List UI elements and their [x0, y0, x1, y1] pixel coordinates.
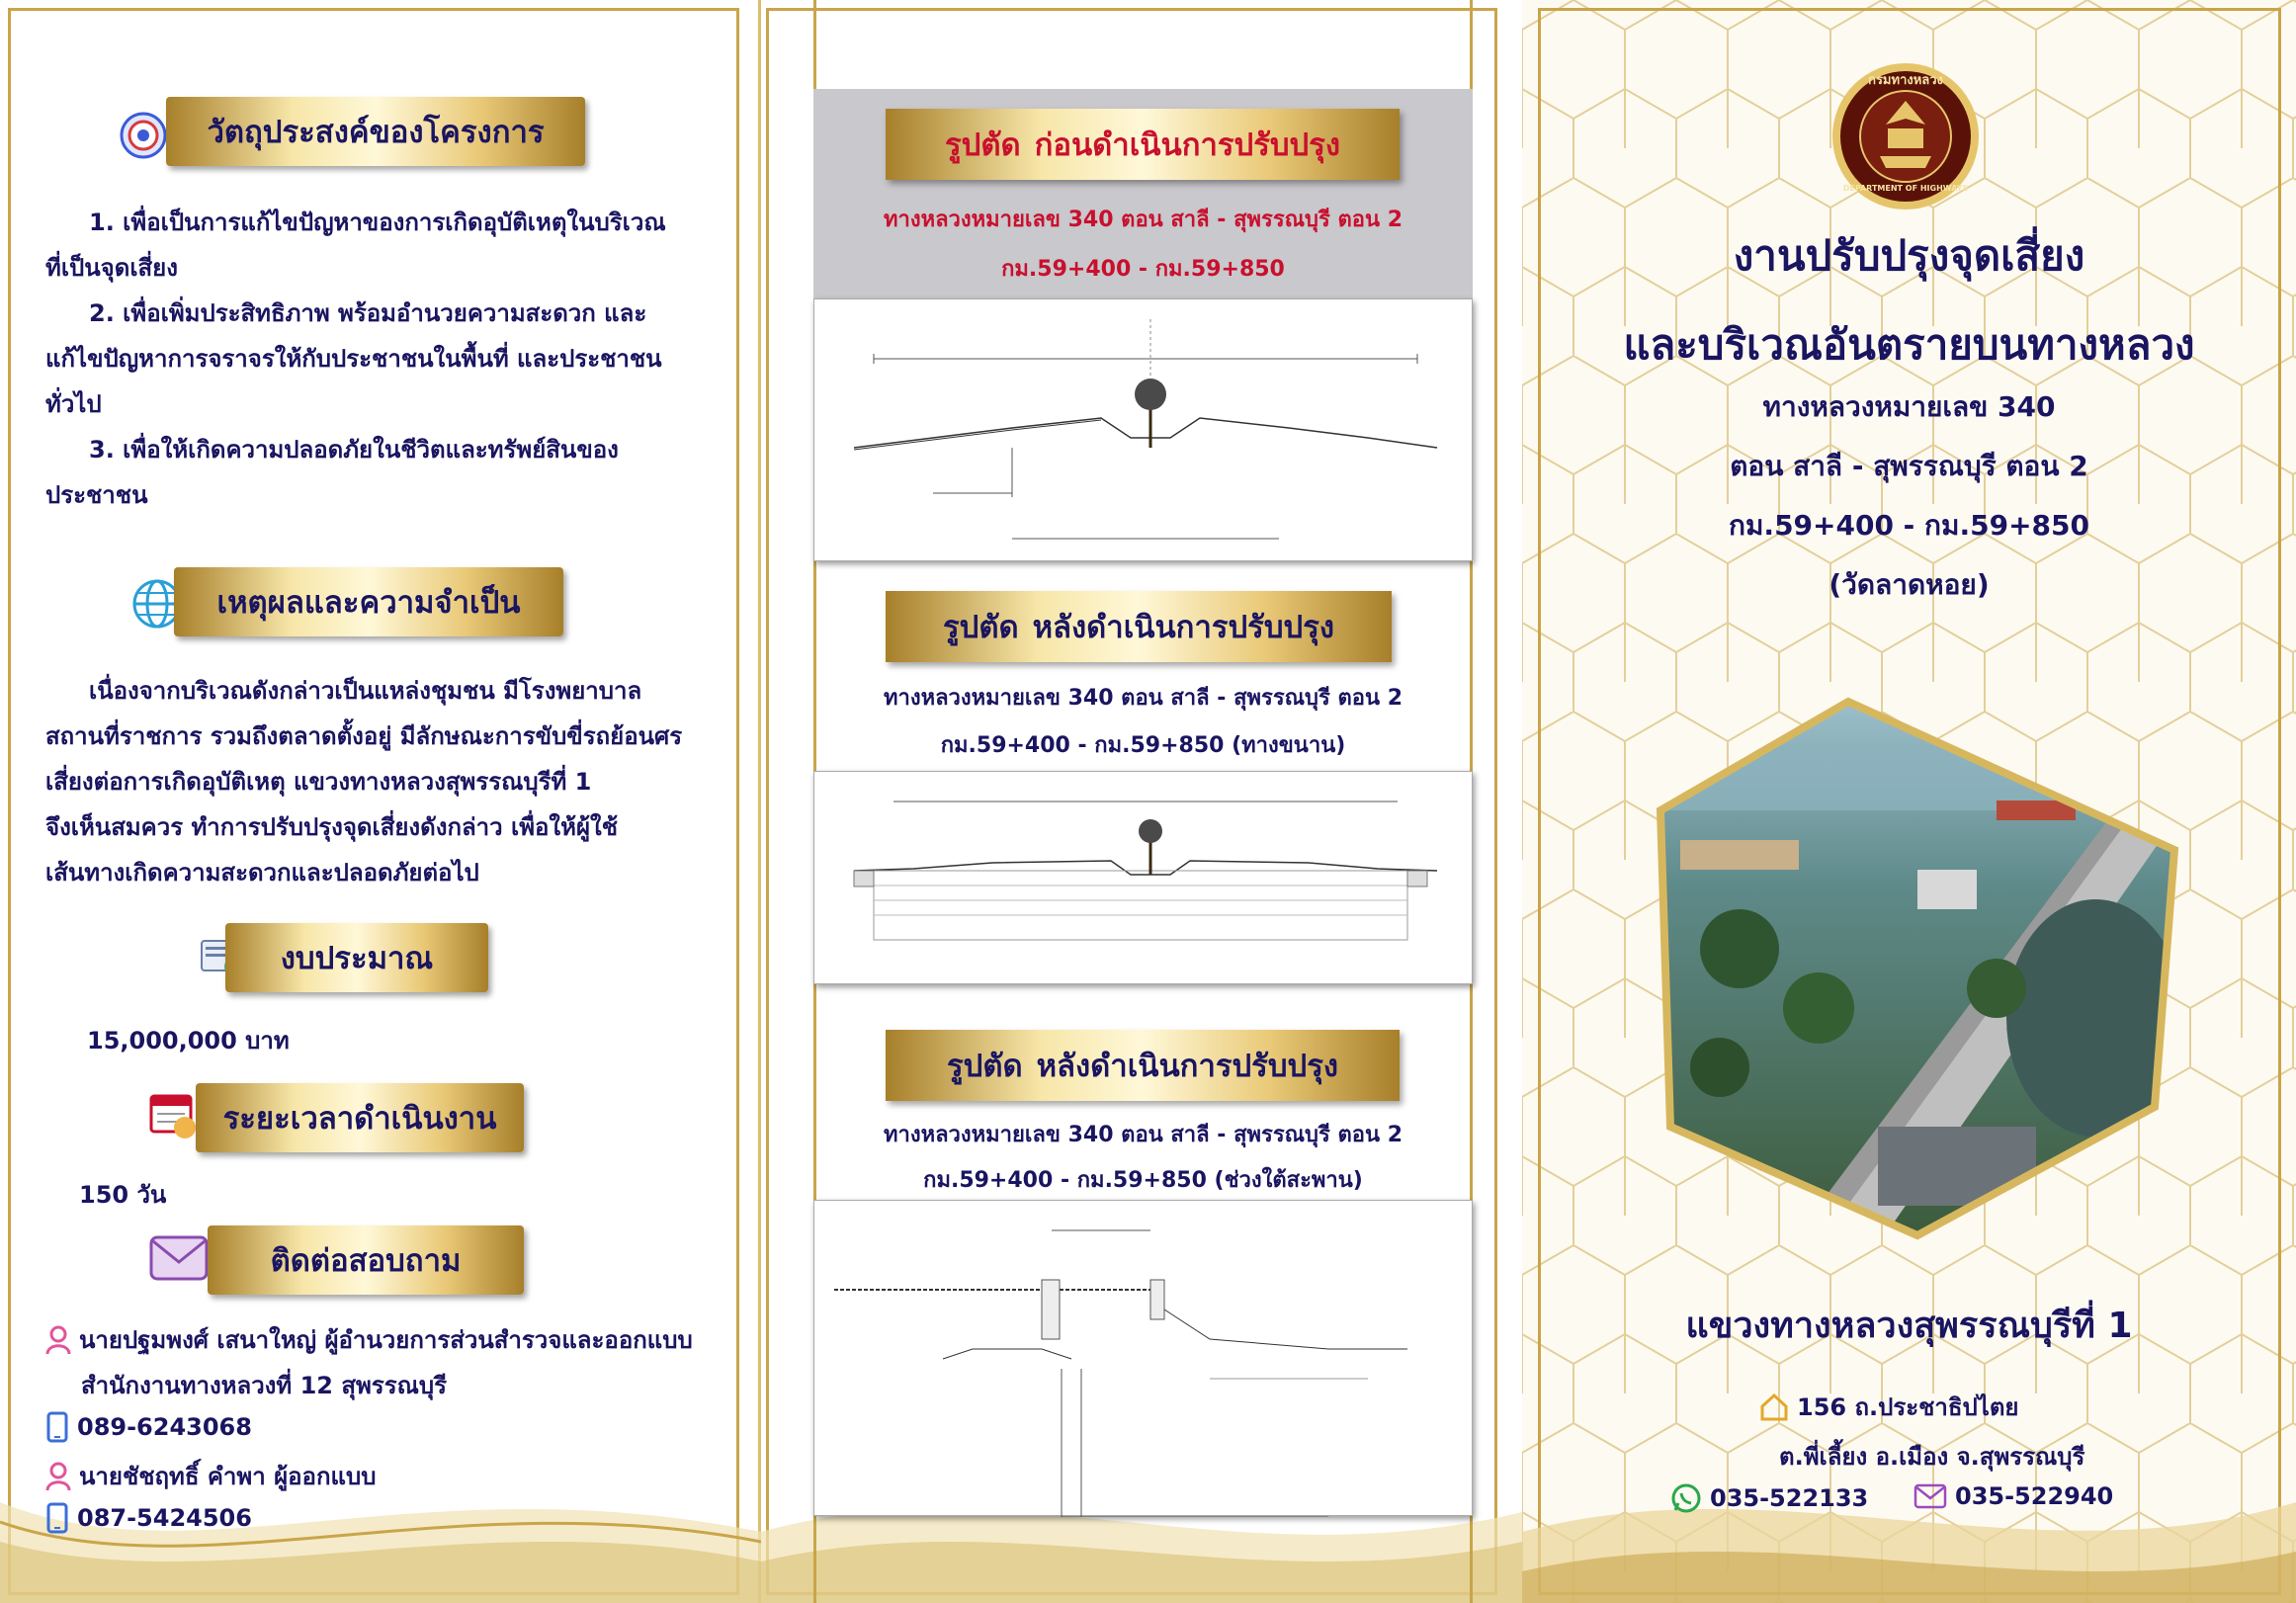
contact-heading: ติดต่อสอบถาม [208, 1225, 524, 1295]
logo-text-bottom: DEPARTMENT OF HIGHWAYS [1842, 184, 1969, 193]
address-line2 [1779, 1437, 2084, 1476]
section1-label-b: ก่อนดำเนินการปรับปรุง [1034, 127, 1340, 163]
objective-line: 1. เพื่อเป็นการแก้ไขปัญหาของการเกิดอุบัติเหตุในบริเวณ [89, 209, 666, 236]
phone-icon [45, 1502, 69, 1534]
budget-heading: งบประมาณ [225, 923, 488, 992]
section2-label-b: หลังดำเนินการปรับปรุง [1032, 610, 1334, 645]
cross-section-drawing-parallel [813, 771, 1473, 984]
section1-label-a: รูปตัด [945, 127, 1021, 163]
aerial-photo [1621, 692, 2214, 1245]
objective-line: ที่เป็นจุดเสี่ยง [45, 254, 178, 282]
duration-heading: ระยะเวลาดำเนินงาน [196, 1083, 524, 1152]
section2-label-a: รูปตัด [943, 610, 1019, 645]
whatsapp-icon [1670, 1482, 1702, 1514]
cover-sub2: ตอน สาลี - สุพรรณบุรี ตอน 2 [1730, 450, 2088, 482]
reason-line: สถานที่ราชการ รวมถึงตลาดตั้งอยู่ มีลักษณะการขับขี่รถย้อนศร [45, 722, 683, 750]
contact-phone1-text: 089-6243068 [77, 1413, 252, 1441]
contact-person1-name: นายปฐมพงศ์ เสนาใหญ่ ผู้อำนวยการส่วนสำรวจและออกแบบ [79, 1326, 693, 1354]
reason-heading: เหตุผลและความจำเป็น [174, 567, 563, 636]
cover-title-line1: งานปรับปรุงจุดเสี่ยง [1733, 231, 2085, 280]
contact-person2 [45, 1457, 376, 1495]
contact-phone2-text: 087-5424506 [77, 1504, 252, 1532]
section3-label-a: รูปตัด [947, 1049, 1023, 1084]
highway-department-logo [1830, 61, 1981, 211]
budget-value: 15,000,000 บาท [87, 1027, 290, 1055]
cross-section-drawing-before [813, 298, 1473, 561]
reason-text [45, 668, 737, 895]
address-line1-text: 156 ถ.ประชาธิปไตย [1797, 1393, 2019, 1421]
reason-line: จึงเห็นสมควร ทำการปรับปรุงจุดเสี่ยงดังกล่าว เพื่อให้ผู้ใช้ [45, 813, 619, 841]
phone-text: 035-522133 [1710, 1484, 1869, 1512]
section1-heading [886, 109, 1400, 180]
house-icon [1759, 1392, 1789, 1422]
section2-line2: กม.59+400 - กม.59+850 (ทางขนาน) [940, 733, 1346, 758]
objective-line: แก้ไขปัญหาการจราจรให้กับประชาชนในพื้นที่ และประชาชน [45, 345, 662, 373]
person-icon [45, 1462, 71, 1491]
fax-text: 035-522940 [1955, 1482, 2114, 1510]
duration-value: 150 วัน [79, 1181, 167, 1209]
objective-line: 3. เพื่อให้เกิดความปลอดภัยในชีวิตและทรัพย์สินของ [89, 436, 619, 464]
phone-contact[interactable] [1670, 1482, 1868, 1514]
person-icon [45, 1325, 71, 1355]
section3-line1: ทางหลวงหมายเลข 340 ตอน สาลี - สุพรรณบุรี ตอน 2 [883, 1123, 1403, 1147]
section3-label-b: หลังดำเนินการปรับปรุง [1036, 1049, 1338, 1084]
objective-line: ประชาชน [45, 481, 148, 509]
contact-phone1[interactable] [45, 1411, 252, 1443]
address-line1 [1759, 1388, 2018, 1426]
contact-person2-name: นายชัชฤทธิ์ คำพา ผู้ออกแบบ [79, 1463, 377, 1490]
phone-icon [45, 1411, 69, 1443]
objective-line: 2. เพื่อเพิ่มประสิทธิภาพ พร้อมอำนวยความสะดวก และ [89, 299, 647, 327]
objectives-list [45, 200, 737, 518]
section2-heading [886, 591, 1392, 662]
objectives-heading: วัตถุประสงค์ของโครงการ [166, 97, 585, 166]
fax-contact[interactable] [1913, 1482, 2113, 1510]
cover-sub4: (วัดลาดหอย) [1828, 568, 1990, 601]
section2-line1: ทางหลวงหมายเลข 340 ตอน สาลี - สุพรรณบุรี ตอน 2 [883, 686, 1403, 711]
objective-line: ทั่วไป [45, 390, 102, 418]
contact-person1 [45, 1320, 693, 1359]
contact-office-text: สำนักงานทางหลวงที่ 12 สุพรรณบุรี [81, 1372, 447, 1399]
mail-icon [146, 1225, 212, 1291]
cover-sub1: ทางหลวงหมายเลข 340 [1762, 390, 2056, 423]
reason-line: เส้นทางเกิดความสะดวกและปลอดภัยต่อไป [45, 859, 479, 886]
cover-sub3: กม.59+400 - กม.59+850 [1729, 509, 2089, 542]
contact-office [81, 1366, 447, 1404]
envelope-icon [1913, 1483, 1947, 1509]
logo-text-top: กรมทางหลวง [1868, 73, 1943, 88]
address-line2-text: ต.พี่เลี้ยง อ.เมือง จ.สุพรรณบุรี [1779, 1443, 2085, 1471]
cover-title-line2: และบริเวณอันตรายบนทางหลวง [1623, 320, 2195, 369]
section1-line1: ทางหลวงหมายเลข 340 ตอน สาลี - สุพรรณบุรี ตอน 2 [883, 208, 1403, 232]
contact-phone2[interactable] [45, 1502, 252, 1534]
section1-line2: กม.59+400 - กม.59+850 [1001, 257, 1285, 282]
section3-line2: กม.59+400 - กม.59+850 (ช่วงใต้สะพาน) [923, 1168, 1363, 1193]
section3-heading [886, 1030, 1400, 1101]
office-name: แขวงทางหลวงสุพรรณบุรีที่ 1 [1685, 1306, 2133, 1346]
reason-line: เสี่ยงต่อการเกิดอุบัติเหตุ แขวงทางหลวงสุพรรณบุรีที่ 1 [45, 768, 592, 796]
cross-section-drawing-underpass [813, 1200, 1473, 1516]
reason-line: เนื่องจากบริเวณดังกล่าวเป็นแหล่งชุมชน มีโรงพยาบาล [89, 677, 642, 705]
